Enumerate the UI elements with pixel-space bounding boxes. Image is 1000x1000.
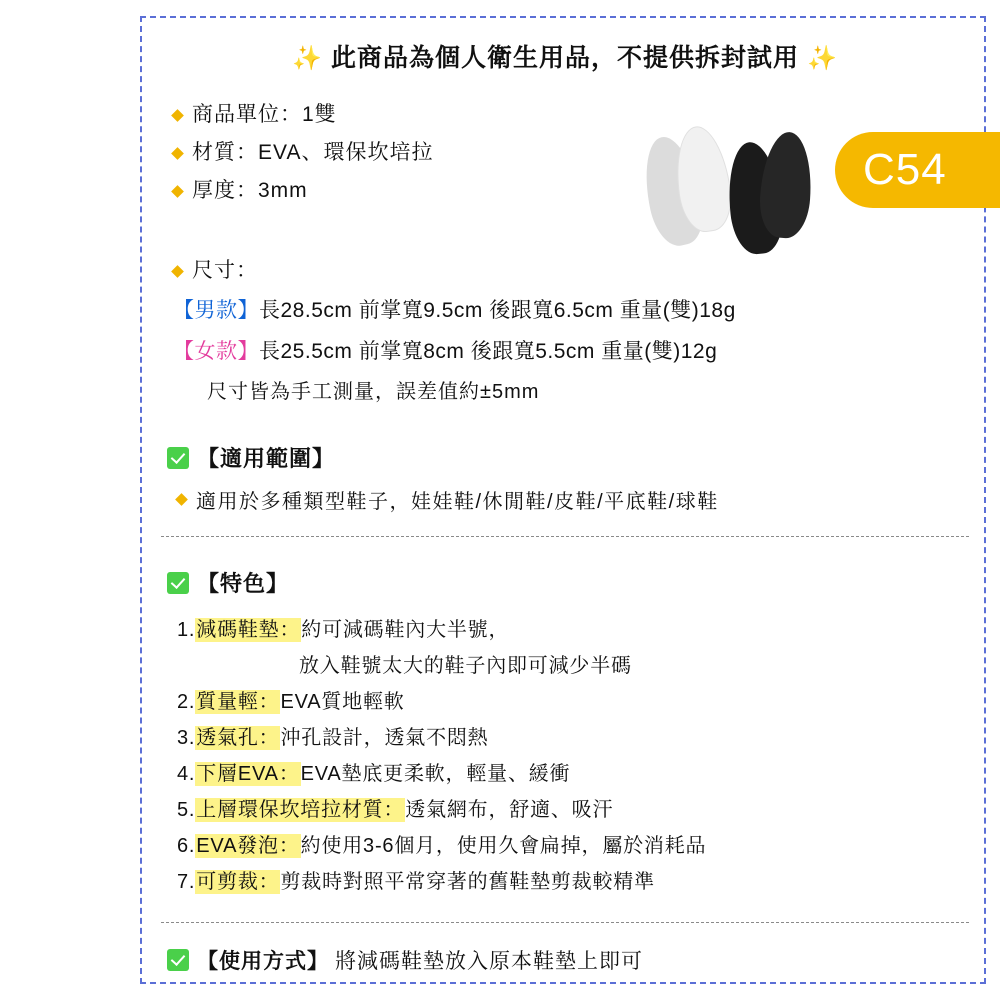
spec-item-label: 厚度：3mm [192,179,308,202]
page-title-text: 此商品為個人衛生用品，不提供拆封試用 [330,44,799,72]
feature-key: 上層環保坎培拉材質： [196,799,405,821]
sparkle-icon-left: ✨ [292,45,324,72]
diamond-bullet-icon [171,185,184,198]
feature-key: 質量輕： [196,691,280,713]
feature-item [177,684,975,720]
feature-number: 5. [177,799,196,821]
size-row-women [173,331,975,372]
scope-title [167,442,975,473]
feature-desc: EVA質地輕軟 [280,691,405,713]
sparkle-icon-right: ✨ [806,45,838,72]
diamond-bullet-icon [171,109,184,122]
spec-item-label: 材質：EVA、環保坎培拉 [192,141,434,164]
feature-item [177,828,975,864]
feature-key: 透氣孔： [196,727,280,749]
size-heading [173,252,975,290]
page-title [155,20,975,80]
feature-number: 6. [177,835,196,857]
feature-key: 下層EVA： [196,763,300,785]
size-men-tag: 【男款】 [173,299,259,322]
feature-desc: EVA墊底更柔軟，輕量、緩衝 [300,763,571,785]
feature-number: 2. [177,691,196,713]
divider [161,536,969,537]
size-section [173,252,975,412]
feature-key: 可剪裁： [196,871,280,893]
feature-item [177,864,975,900]
scope-section [167,442,975,514]
feature-subline: 放入鞋號太大的鞋子內即可減少半碼 [299,655,632,677]
feature-key: 減碼鞋墊： [196,619,301,641]
feature-desc: 約可減碼鞋內大半號， [301,619,510,641]
content-area [155,20,975,980]
divider [161,922,969,923]
size-measure-note: 尺寸皆為手工測量，誤差值約±5mm [207,381,540,403]
diamond-bullet-icon [171,147,184,160]
feature-number: 4. [177,763,196,785]
insole-black-front [757,130,814,239]
usage-text: 將減碼鞋墊放入原本鞋墊上即可 [335,950,643,973]
size-women-value: 長25.5cm 前掌寬8cm 後跟寬5.5cm 重量(雙)12g [259,340,718,363]
usage-section [167,945,975,975]
product-code-badge [835,132,1000,208]
product-code-text: C54 [863,145,947,194]
feature-item [177,612,975,648]
size-men-value: 長28.5cm 前掌寬9.5cm 後跟寬6.5cm 重量(雙)18g [259,299,736,322]
spec-item-label: 商品單位：1雙 [192,103,337,126]
check-icon [167,949,189,971]
check-icon [167,572,189,594]
product-image [625,120,855,255]
features-section [167,567,975,900]
feature-item [177,756,975,792]
scope-line-label: 適用於多種類型鞋子，娃娃鞋/休閒鞋/皮鞋/平底鞋/球鞋 [196,491,719,513]
feature-desc: 沖孔設計，透氣不悶熱 [280,727,489,749]
feature-number: 7. [177,871,196,893]
feature-desc: 約使用3-6個月，使用久會扁掉，屬於消耗品 [300,835,707,857]
feature-item [177,720,975,756]
scope-line [177,485,975,514]
usage-title: 【使用方式】 [197,950,329,973]
scope-title-label: 【適用範圍】 [197,446,336,471]
diamond-bullet-icon [171,265,184,278]
features-list [177,612,975,900]
feature-number: 1. [177,619,196,641]
feature-number: 3. [177,727,196,749]
diamond-bullet-icon [175,493,188,506]
features-title [167,567,975,598]
size-heading-label: 尺寸： [192,259,258,282]
check-icon [167,447,189,469]
feature-desc: 剪裁時對照平常穿著的舊鞋墊剪裁較精準 [280,871,655,893]
features-title-label: 【特色】 [197,571,290,596]
feature-desc: 透氣網布，舒適、吸汗 [405,799,614,821]
size-women-tag: 【女款】 [173,340,259,363]
feature-item [177,792,975,828]
feature-key: EVA發泡： [196,835,300,857]
size-row-men [173,290,975,331]
